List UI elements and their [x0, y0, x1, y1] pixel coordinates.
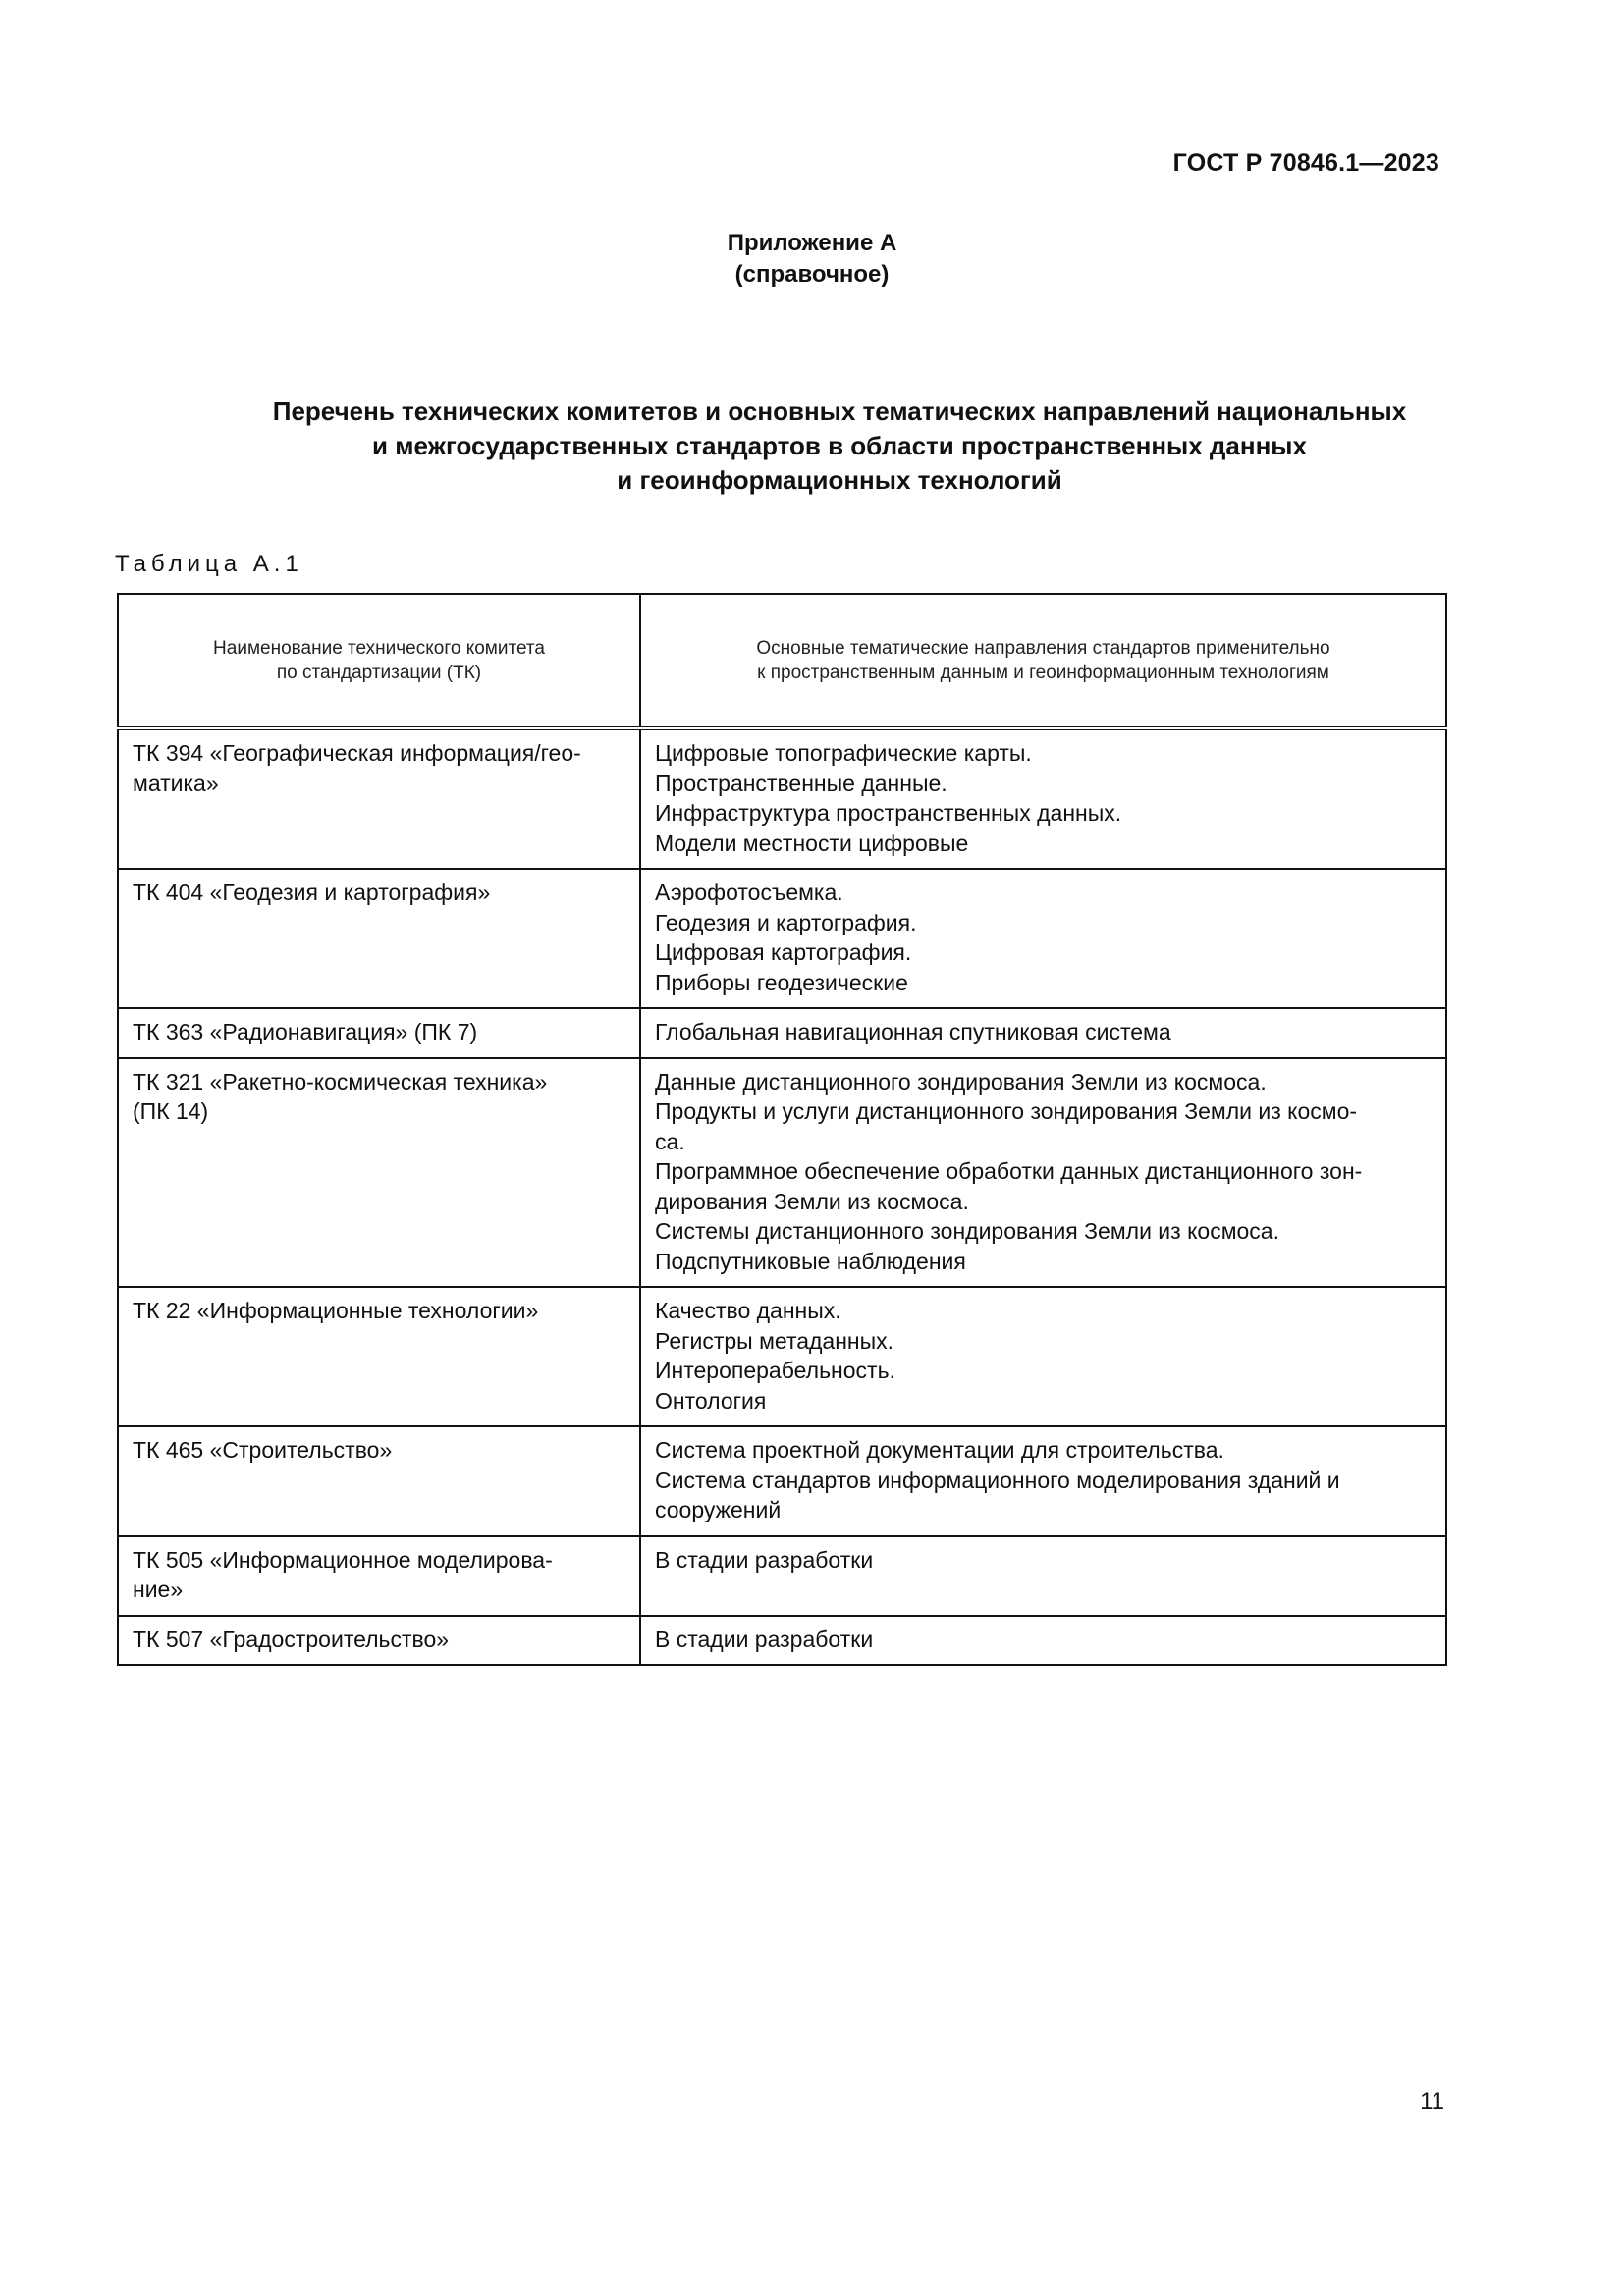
- cell-line: ние»: [133, 1576, 184, 1602]
- cell-line: Программное обеспечение обработки данных дистанционного зон-: [655, 1158, 1363, 1184]
- cell-line: Регистры метаданных.: [655, 1327, 894, 1354]
- heading-line: и геоинформационных технологий: [617, 465, 1062, 495]
- cell-line: Качество данных.: [655, 1298, 841, 1323]
- cell-line: Пространственные данные.: [655, 770, 947, 796]
- table-label: Таблица А.1: [115, 551, 303, 577]
- cell-line: са.: [655, 1128, 685, 1154]
- table-row: [118, 1616, 1446, 1666]
- cell-line: сооружений: [655, 1497, 782, 1522]
- cell-line: Система проектной документации для строительства.: [655, 1437, 1224, 1463]
- table-row: [118, 1287, 1446, 1426]
- table-row: [118, 1536, 1446, 1616]
- topics-cell: [640, 1426, 1446, 1536]
- heading-line: Перечень технических комитетов и основных тематических направлений национальных: [272, 397, 1407, 426]
- cell-line: Инфраструктура пространственных данных.: [655, 800, 1122, 826]
- table-row: [118, 728, 1446, 869]
- topics-cell: [640, 1536, 1446, 1616]
- cell-line: к пространственным данным и геоинформационным технологиям: [757, 663, 1329, 683]
- appendix-title: Приложение А: [727, 230, 897, 256]
- cell-line: ТК 394 «Географическая информация/гео-: [133, 740, 581, 766]
- topics-cell: [640, 728, 1446, 869]
- topics-cell: [640, 1058, 1446, 1288]
- cell-line: Цифровые топографические карты.: [655, 740, 1032, 766]
- cell-line: Приборы геодезические: [655, 969, 908, 995]
- cell-line: ТК 404 «Геодезия и картография»: [133, 880, 491, 905]
- cell-line: Глобальная навигационная спутниковая система: [655, 1019, 1171, 1044]
- committees-table-wrapper: [117, 593, 1445, 1666]
- cell-line: Геодезия и картография.: [655, 909, 917, 935]
- table-body: [118, 728, 1446, 1665]
- committee-cell: [118, 1058, 640, 1288]
- cell-line: матика»: [133, 770, 219, 796]
- table-row: [118, 1058, 1446, 1288]
- cell-line: Система стандартов информационного моделирования зданий и: [655, 1467, 1340, 1493]
- topics-cell: [640, 1008, 1446, 1058]
- cell-line: ТК 507 «Градостроительство»: [133, 1626, 450, 1652]
- committee-cell: [118, 728, 640, 869]
- cell-line: (ПК 14): [133, 1098, 209, 1124]
- column-header-topics: [640, 594, 1446, 728]
- cell-line: Продукты и услуги дистанционного зондирования Земли из космо-: [655, 1098, 1358, 1124]
- topics-cell: [640, 869, 1446, 1008]
- cell-line: Системы дистанционного зондирования Земли из космоса.: [655, 1218, 1279, 1244]
- cell-line: по стандартизации (ТК): [276, 663, 482, 683]
- cell-line: Данные дистанционного зондирования Земли из космоса.: [655, 1068, 1267, 1095]
- cell-line: ТК 363 «Радионавигация» (ПК 7): [133, 1019, 478, 1044]
- cell-line: ТК 22 «Информационные технологии»: [133, 1298, 539, 1323]
- topics-cell: [640, 1616, 1446, 1666]
- committee-cell: [118, 1536, 640, 1616]
- table-row: [118, 1008, 1446, 1058]
- cell-line: Интероперабельность.: [655, 1358, 895, 1383]
- committee-cell: [118, 1008, 640, 1058]
- committee-cell: [118, 1426, 640, 1536]
- cell-line: В стадии разработки: [655, 1546, 874, 1573]
- appendix-title-block: [0, 228, 1624, 291]
- cell-line: Наименование технического комитета: [213, 638, 545, 659]
- cell-line: ТК 465 «Строительство»: [133, 1437, 393, 1463]
- appendix-type: (справочное): [734, 261, 890, 288]
- table-row: [118, 869, 1446, 1008]
- cell-line: Цифровая картография.: [655, 939, 912, 965]
- section-heading: [118, 395, 1542, 498]
- cell-line: Онтология: [655, 1387, 767, 1414]
- cell-line: ТК 505 «Информационное моделирова-: [133, 1546, 553, 1573]
- document-code: ГОСТ Р 70846.1—2023: [1172, 149, 1439, 177]
- cell-line: В стадии разработки: [655, 1626, 874, 1652]
- cell-line: ТК 321 «Ракетно-космическая техника»: [133, 1068, 548, 1095]
- cell-line: Подспутниковые наблюдения: [655, 1248, 966, 1274]
- cell-line: дирования Земли из космоса.: [655, 1188, 969, 1214]
- committee-cell: [118, 1287, 640, 1426]
- topics-cell: [640, 1287, 1446, 1426]
- page-number: 11: [1420, 2088, 1444, 2114]
- table-header-row: [118, 594, 1446, 728]
- committee-cell: [118, 1616, 640, 1666]
- committee-cell: [118, 869, 640, 1008]
- heading-line: и межгосударственных стандартов в области пространственных данных: [372, 431, 1307, 460]
- cell-line: Аэрофотосъемка.: [655, 880, 843, 905]
- column-header-committee: [118, 594, 640, 728]
- cell-line: Модели местности цифровые: [655, 829, 969, 856]
- committees-table: [117, 593, 1447, 1666]
- table-row: [118, 1426, 1446, 1536]
- cell-line: Основные тематические направления стандартов применительно: [756, 638, 1330, 659]
